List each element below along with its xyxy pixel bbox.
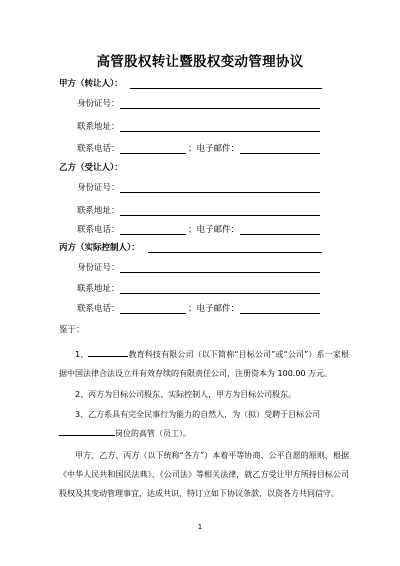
party-b-heading: 乙方（受让人）： — [59, 163, 123, 173]
recital-1-number: 1、 — [75, 350, 89, 359]
recital-3-text-b: 岗位的高管（员工）。 — [115, 429, 191, 438]
party-a-name-line — [130, 88, 322, 89]
party-a-phone-line — [120, 153, 186, 154]
page-number: 1 — [197, 523, 203, 531]
company-name-blank — [88, 356, 128, 357]
party-a-id-label: 身份证号： — [77, 99, 120, 109]
party-a-heading: 甲方（转让人）： — [59, 79, 123, 89]
recital-heading: 鉴于： — [59, 325, 85, 335]
recital-1-text: 教育科技有限公司（以下简称“目标公司”或“公司”）系一家根据中国法律合法设立并有效存续的有限责任公司，注册资本为 100.00 万元。 — [59, 350, 349, 378]
party-c-address-label: 联系地址： — [77, 284, 120, 294]
party-c-phone-label: 联系电话： — [77, 304, 120, 314]
party-c-id-label: 身份证号： — [77, 263, 120, 273]
party-a-id-line — [120, 108, 320, 109]
party-b-phone-label: 联系电话： — [77, 225, 120, 235]
party-a-phone-label: 联系电话： — [77, 144, 120, 154]
recital-3 — [59, 405, 349, 443]
party-c-phone-line — [120, 313, 186, 314]
party-a-email-label: ；电子邮件： — [188, 144, 240, 154]
recital-2: 2、丙方为目标公司股东、实际控制人，甲方为目标公司股东。 — [75, 390, 297, 399]
party-c-address-line — [120, 293, 320, 294]
party-c-heading: 丙方（实际控制人）： — [59, 243, 140, 253]
party-c-id-line — [120, 272, 320, 273]
party-b-id-line — [120, 192, 320, 193]
party-b-address-line — [120, 215, 320, 216]
party-b-id-label: 身份证号： — [77, 183, 120, 193]
party-b-address-label: 联系地址： — [77, 206, 120, 216]
party-a-address-line — [120, 131, 320, 132]
party-b-email-line — [240, 234, 320, 235]
party-a-email-line — [240, 153, 320, 154]
document-title: 高管股权转让暨股权变动管理协议 — [96, 54, 304, 70]
party-c-email-line — [240, 313, 320, 314]
party-c-name-line — [148, 252, 322, 253]
party-b-email-label: ；电子邮件： — [188, 225, 240, 235]
party-c-email-label: ；电子邮件： — [188, 304, 240, 314]
recital-1 — [59, 345, 349, 383]
recital-3-text-a: 3、乙方系具有完全民事行为能力的自然人，为（拟）受聘于目标公司 — [75, 410, 321, 419]
position-blank — [59, 435, 115, 436]
party-a-address-label: 联系地址： — [77, 122, 120, 132]
party-b-phone-line — [120, 234, 186, 235]
recital-closing: 甲方、乙方、丙方（以下统称“各方”）本着平等协商、公平自愿的原则，根据《中华人民共和国民法典》、《公司法》等相关法律，就乙方受让甲方所持目标公司股权及其变动管理事宜，达成共识，特订立如下协议条款，以资各方共同信守。 — [59, 451, 349, 498]
